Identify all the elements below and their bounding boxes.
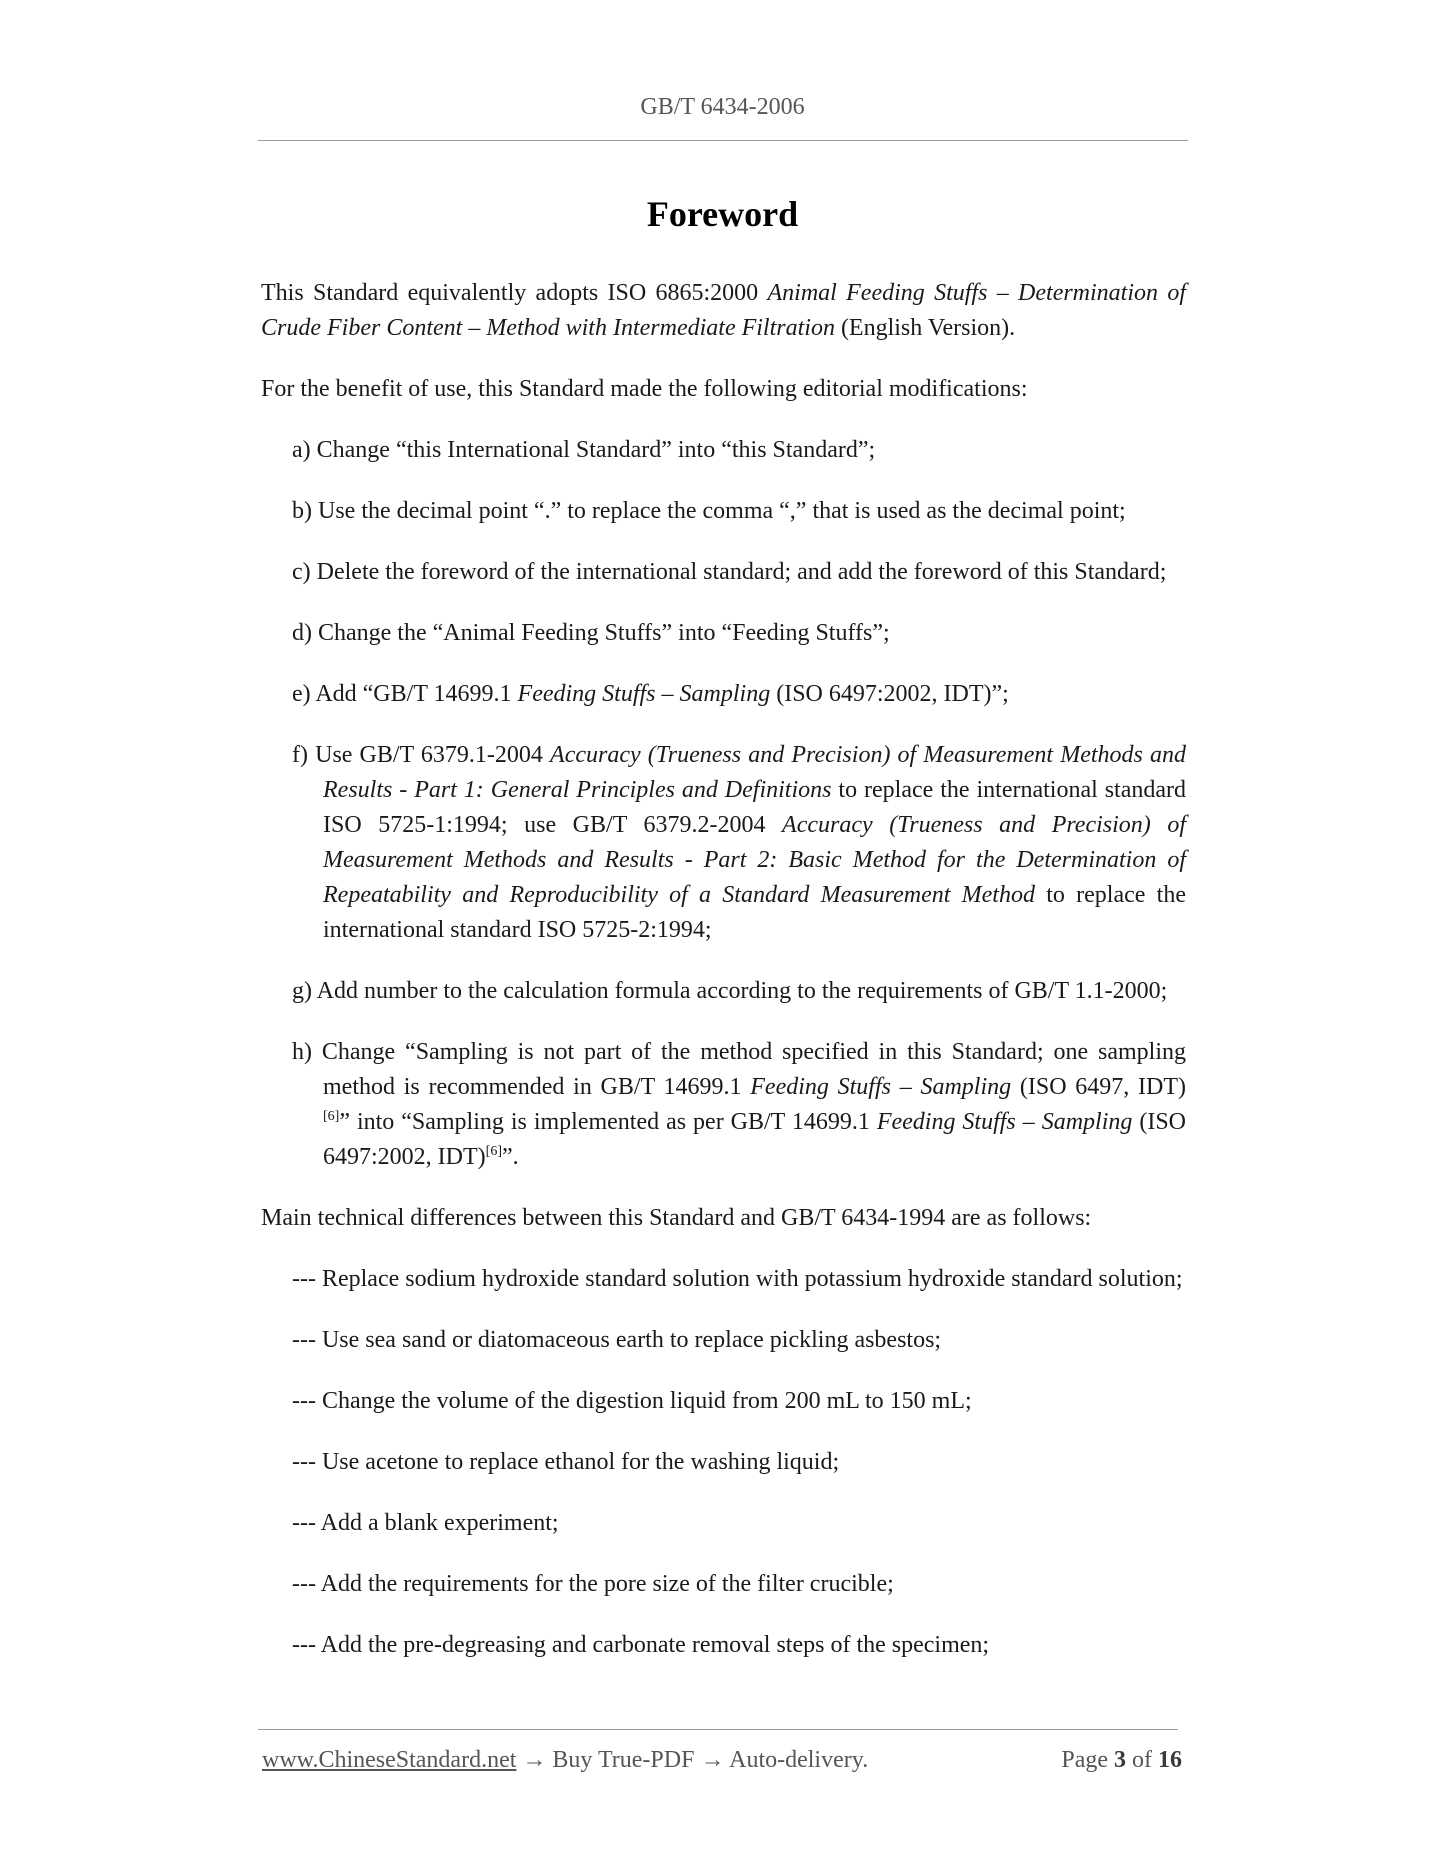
differences-intro: Main technical differences between this Standard and GB/T 6434-1994 are as follows: (261, 1205, 1092, 1231)
modification-h: h) Change “Sampling is not part of the method specified in this Standard; one sampling method is recommended in GB/T 14699.1 Feeding Stuffs – Sampling (ISO 6497, IDT) [6]” into “Sampling is implemented as per GB/T 14699.1 Feeding Stuffs – Sampling (ISO 6497:2002, IDT)[6]”. (292, 1039, 1187, 1170)
modification-e: e) Add “GB/T 14699.1 Feeding Stuffs – Sampling (ISO 6497:2002, IDT)”; (292, 681, 1009, 707)
reference-marker: [6] (485, 1144, 502, 1159)
difference-item: --- Change the volume of the digestion liquid from 200 mL to 150 mL; (292, 1388, 972, 1414)
total-pages: 16 (1158, 1747, 1182, 1773)
modification-f: f) Use GB/T 6379.1-2004 Accuracy (Trueness and Precision) of Measurement Methods and Results - Part 1: General Principles and Definitions to replace the international standard ISO 5725-1:1994; use GB/T 6379.2-2004 Accuracy (Trueness and Precision) of Measurement Methods and Results - Part 2: Basic Method for the Determination of Repeatability and Reproducibility of a Standard Measurement Method to replace the international standard ISO 5725-2:1994; (292, 742, 1187, 943)
difference-item: --- Add the requirements for the pore size of the filter crucible; (292, 1571, 894, 1597)
intro-paragraph: This Standard equivalently adopts ISO 6865:2000 Animal Feeding Stuffs – Determination of Crude Fiber Content – Method with Intermediate Filtration (English Version). (261, 280, 1186, 341)
footer-promo (262, 1747, 868, 1774)
page-number: Page 3 of 16 (1061, 1747, 1182, 1773)
modifications-intro: For the benefit of use, this Standard made the following editorial modifications: (261, 376, 1028, 402)
modification-b: b) Use the decimal point “.” to replace the comma “,” that is used as the decimal point; (292, 498, 1126, 524)
difference-item: --- Add a blank experiment; (292, 1510, 559, 1536)
iso-title: Animal Feeding Stuffs – Determination of Crude Fiber Content – Method with Intermediate Filtration (261, 280, 1186, 341)
difference-item: --- Use acetone to replace ethanol for the washing liquid; (292, 1449, 840, 1475)
modification-a: a) Change “this International Standard” into “this Standard”; (292, 437, 876, 463)
reference-marker: [6] (323, 1109, 340, 1124)
modification-c: c) Delete the foreword of the international standard; and add the foreword of this Standard; (292, 559, 1167, 585)
modification-d: d) Change the “Animal Feeding Stuffs” into “Feeding Stuffs”; (292, 620, 890, 646)
header-divider (258, 140, 1188, 141)
document-body (261, 276, 1186, 1689)
modification-g: g) Add number to the calculation formula according to the requirements of GB/T 1.1-2000; (292, 978, 1168, 1004)
running-header: GB/T 6434-2006 (640, 94, 805, 120)
page-title: Foreword (646, 194, 799, 234)
difference-item: --- Add the pre-degreasing and carbonate removal steps of the specimen; (292, 1632, 990, 1658)
current-page: 3 (1114, 1747, 1126, 1773)
website-link[interactable]: www.ChineseStandard.net (262, 1747, 517, 1773)
footer-divider (258, 1729, 1178, 1730)
difference-item: --- Replace sodium hydroxide standard solution with potassium hydroxide standard solution; (292, 1266, 1183, 1292)
difference-item: --- Use sea sand or diatomaceous earth to replace pickling asbestos; (292, 1327, 942, 1353)
footer-tagline: → Buy True-PDF → Auto-delivery. (516, 1747, 869, 1773)
